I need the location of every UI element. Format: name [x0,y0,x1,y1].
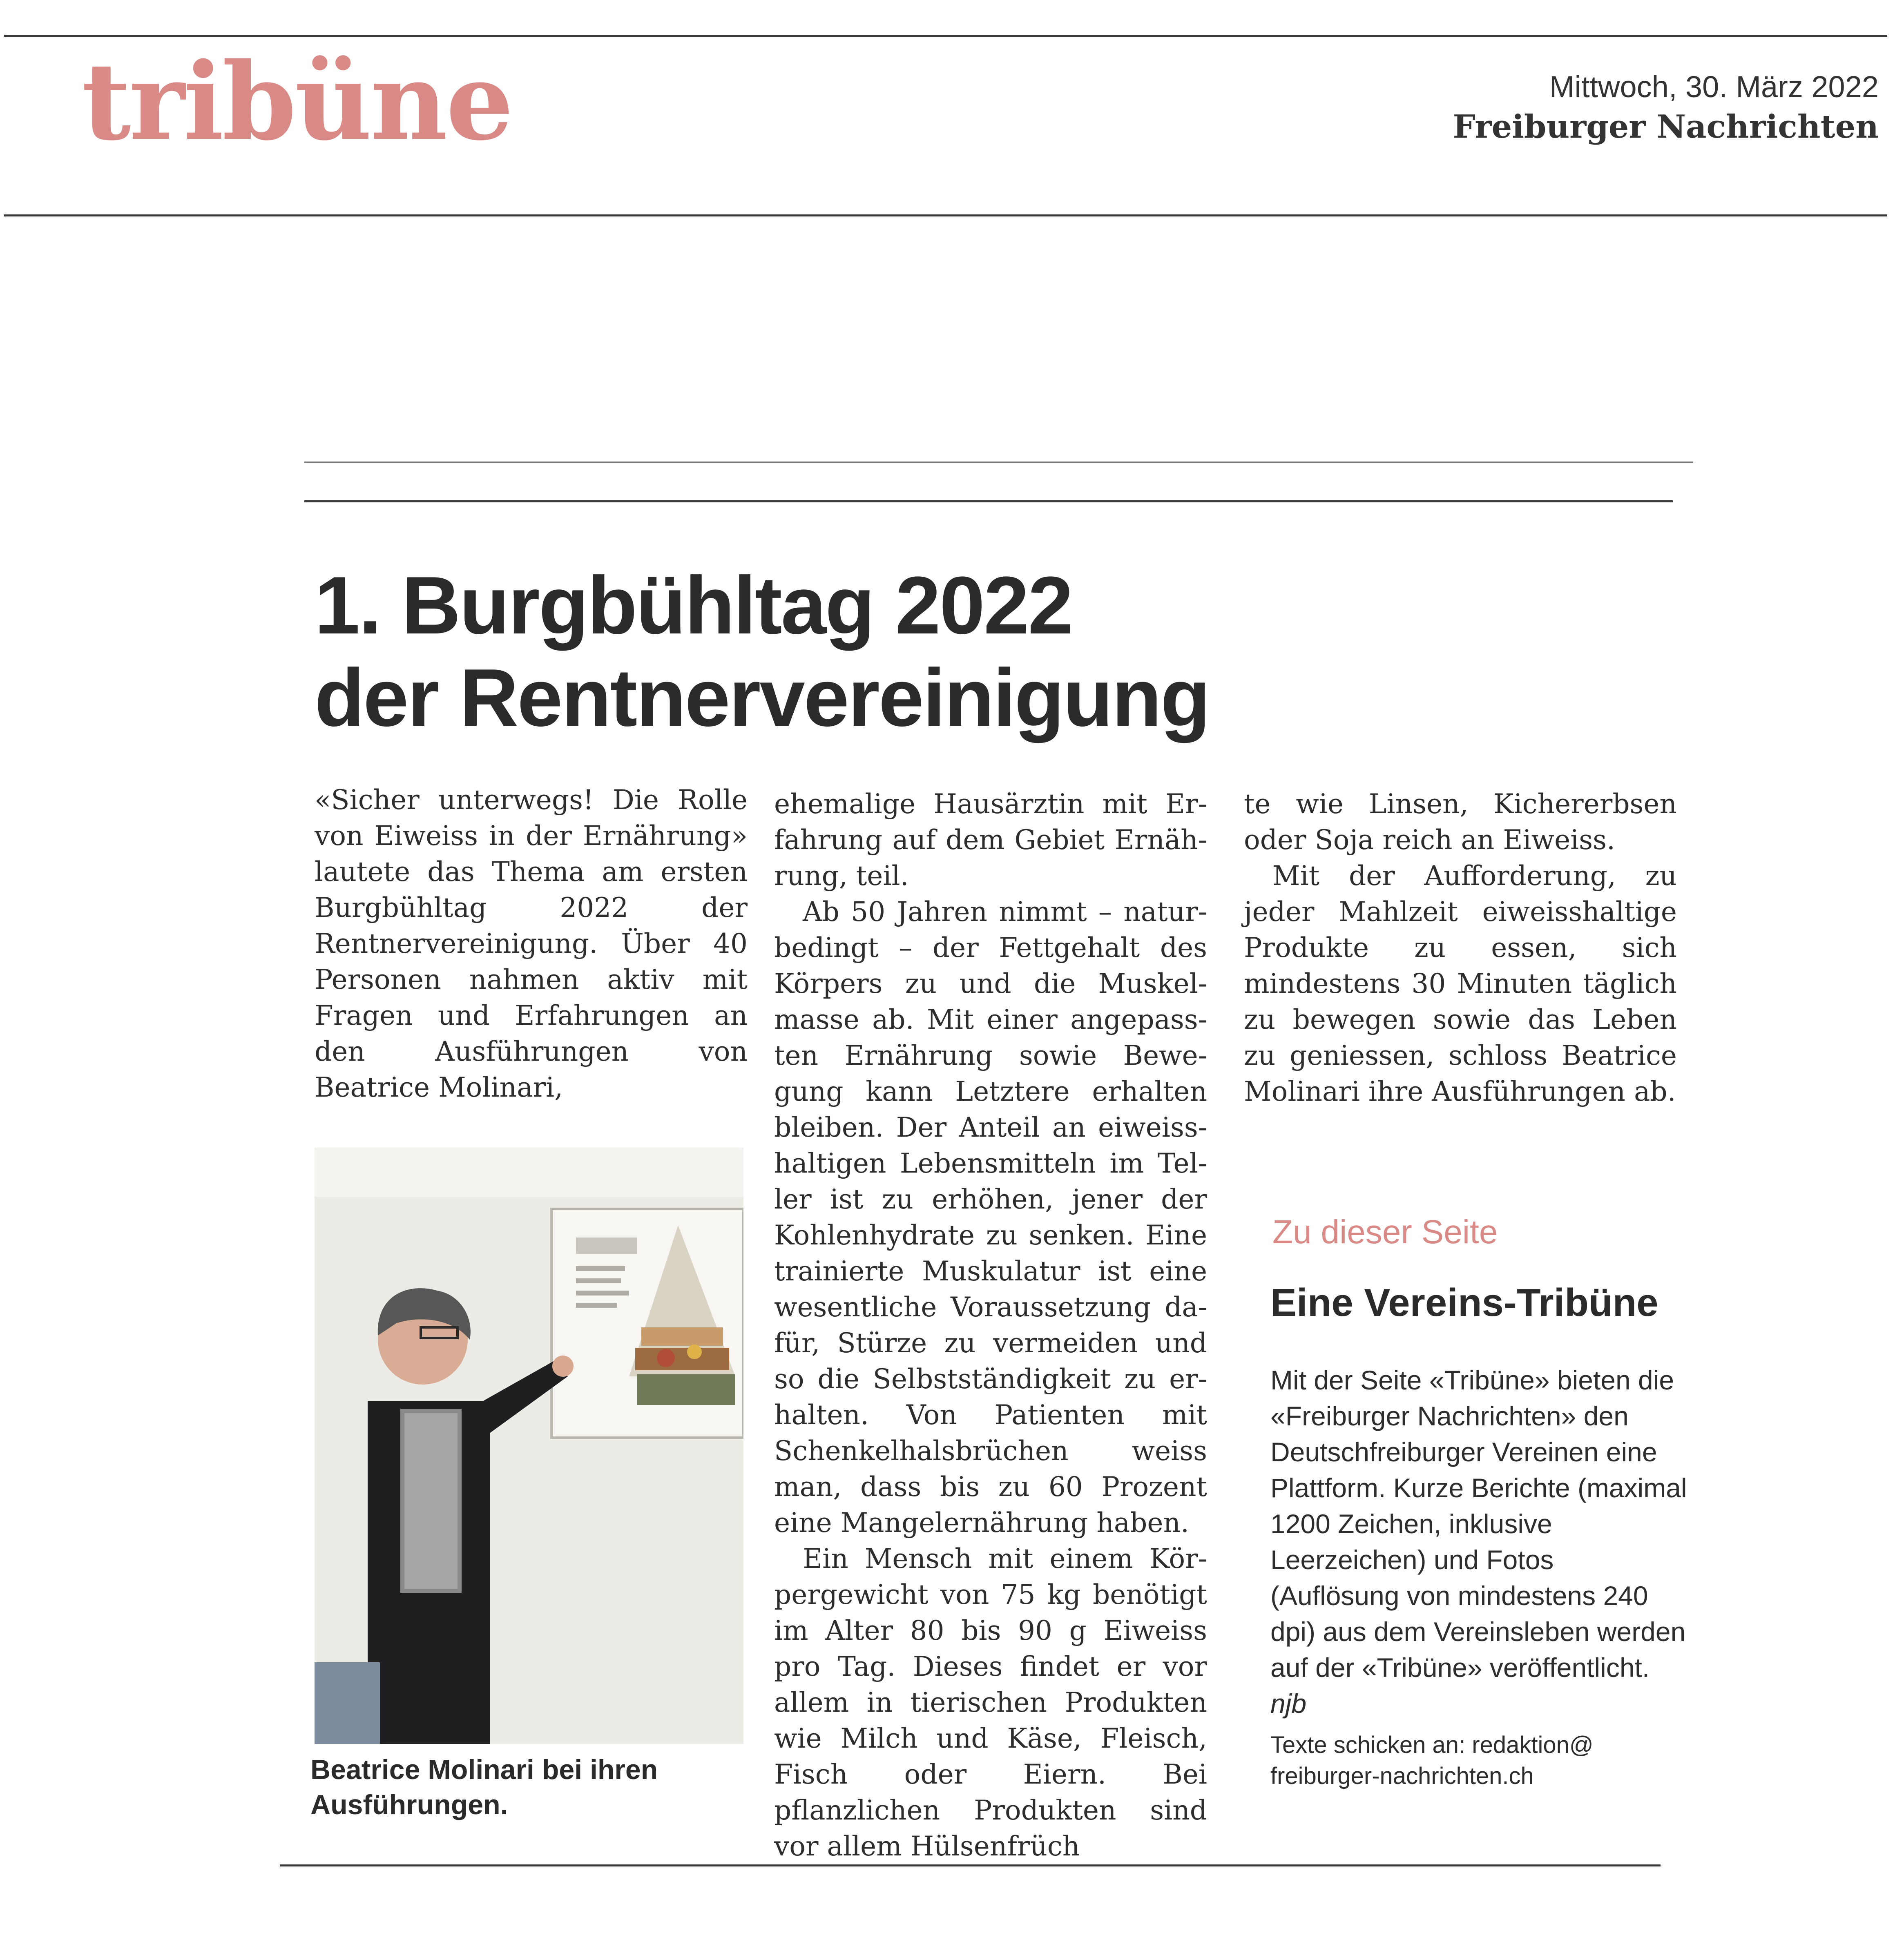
infobox-signature: njb [1270,1688,1307,1719]
tribune-logo: tribüne [82,40,512,164]
infobox-body-text: Mit der Seite «Tribüne» bieten die «Freiburger Nachrichten» den Deutschfreiburger Vereinen eine Plattform. Kurze Berichte (maximal 1200 Zeichen, inklusive Leerzeichen) und Fotos (Auflösung von mindestens 240 dpi) aus dem Vereinsleben werden auf der «Tribüne» veröffentlicht. [1270,1365,1687,1683]
infobox-contact [1270,1730,1687,1792]
contact-email-link[interactable]: freiburger-nachrichten.ch [1270,1763,1534,1789]
article-column-3 [1244,786,1677,1110]
article-bottom-rule [280,1864,1661,1866]
article-photo [315,1148,743,1744]
col2-paragraph-1: ehemalige Hausärztin mit Erfahrung auf dem Gebiet Ernährung, teil. [774,788,1207,892]
infobox-title: Eine Vereins-Tribüne [1270,1281,1658,1325]
headline-line-1: 1. Burgbühltag 2022 [315,560,1072,651]
article-column-1 [315,782,748,1106]
masthead-bottom-rule [4,214,1887,216]
article-headline [315,560,1254,744]
col2-paragraph-3: Ein Mensch mit einem Körpergewicht von 75 kg benötigt im Alter 80 bis 90 g Eiweiss pro Tag. Dieses findet er vor allem in tierischen Produkten wie Milch und Käse, Fleisch, Fisch oder Eiern. Bei pflanzlichen Produkten sind vor allem Hülsenfrüch [774,1543,1207,1862]
col3-paragraph-1: te wie Linsen, Kichererbsen oder Soja reich an Eiweiss. [1244,788,1677,856]
article-column-2 [774,786,1207,1864]
headline-line-2: der Rentnervereinigung [315,652,1209,743]
newspaper-name: Freiburger Nachrichten [1453,108,1879,145]
col2-paragraph-2: Ab 50 Jahren nimmt – naturbedingt – der Fettgehalt des Körpers zu und die Muskelmasse ab. Mit einer angepassten Ernährung sowie Bewegung kann Letztere erhalten bleiben. Der Anteil an eiweisshaltigen Lebensmitteln im Teller ist zu erhöhen, jener der Kohlenhydrate zu senken. Eine trainierte Muskulatur ist eine wesentliche Voraussetzung dafür, Stürze zu vermeiden und so die Selbstständigkeit zu erhalten. Von Patienten mit Schenkelhalsbrüchen weiss man, dass bis zu 60 Prozent eine Mangelernährung haben. [774,896,1207,1539]
contact-line-1: Texte schicken an: redaktion@ [1270,1732,1594,1758]
article-top-rule-lower [304,500,1673,502]
publication-date: Mittwoch, 30. März 2022 [1549,70,1879,104]
speaker-photo-illustration [315,1148,743,1744]
col3-paragraph-2: Mit der Aufforderung, zu jeder Mahlzeit eiweisshaltige Produkte zu essen, sich mindestens 30 Minuten täglich zu bewegen sowie das Leben zu geniessen, schloss Beatrice Molinari ihre Ausführungen ab. [1244,860,1677,1107]
article-top-rule-upper [304,462,1693,463]
infobox-kicker: Zu dieser Seite [1272,1213,1498,1251]
col1-paragraph-1: «Sicher unterwegs! Die Rolle von Eiweiss in der Ernährung» lautete das Thema am ersten Burgbühltag 2022 der Rentnervereinigung. Über 40 Personen nahmen aktiv mit Fragen und Erfahrungen an den Ausführungen von Beatrice Molinari, [315,784,748,1103]
photo-caption: Beatrice Molinari bei ihren Ausführungen. [310,1754,658,1820]
top-rule [4,35,1887,37]
infobox-body [1270,1362,1687,1721]
